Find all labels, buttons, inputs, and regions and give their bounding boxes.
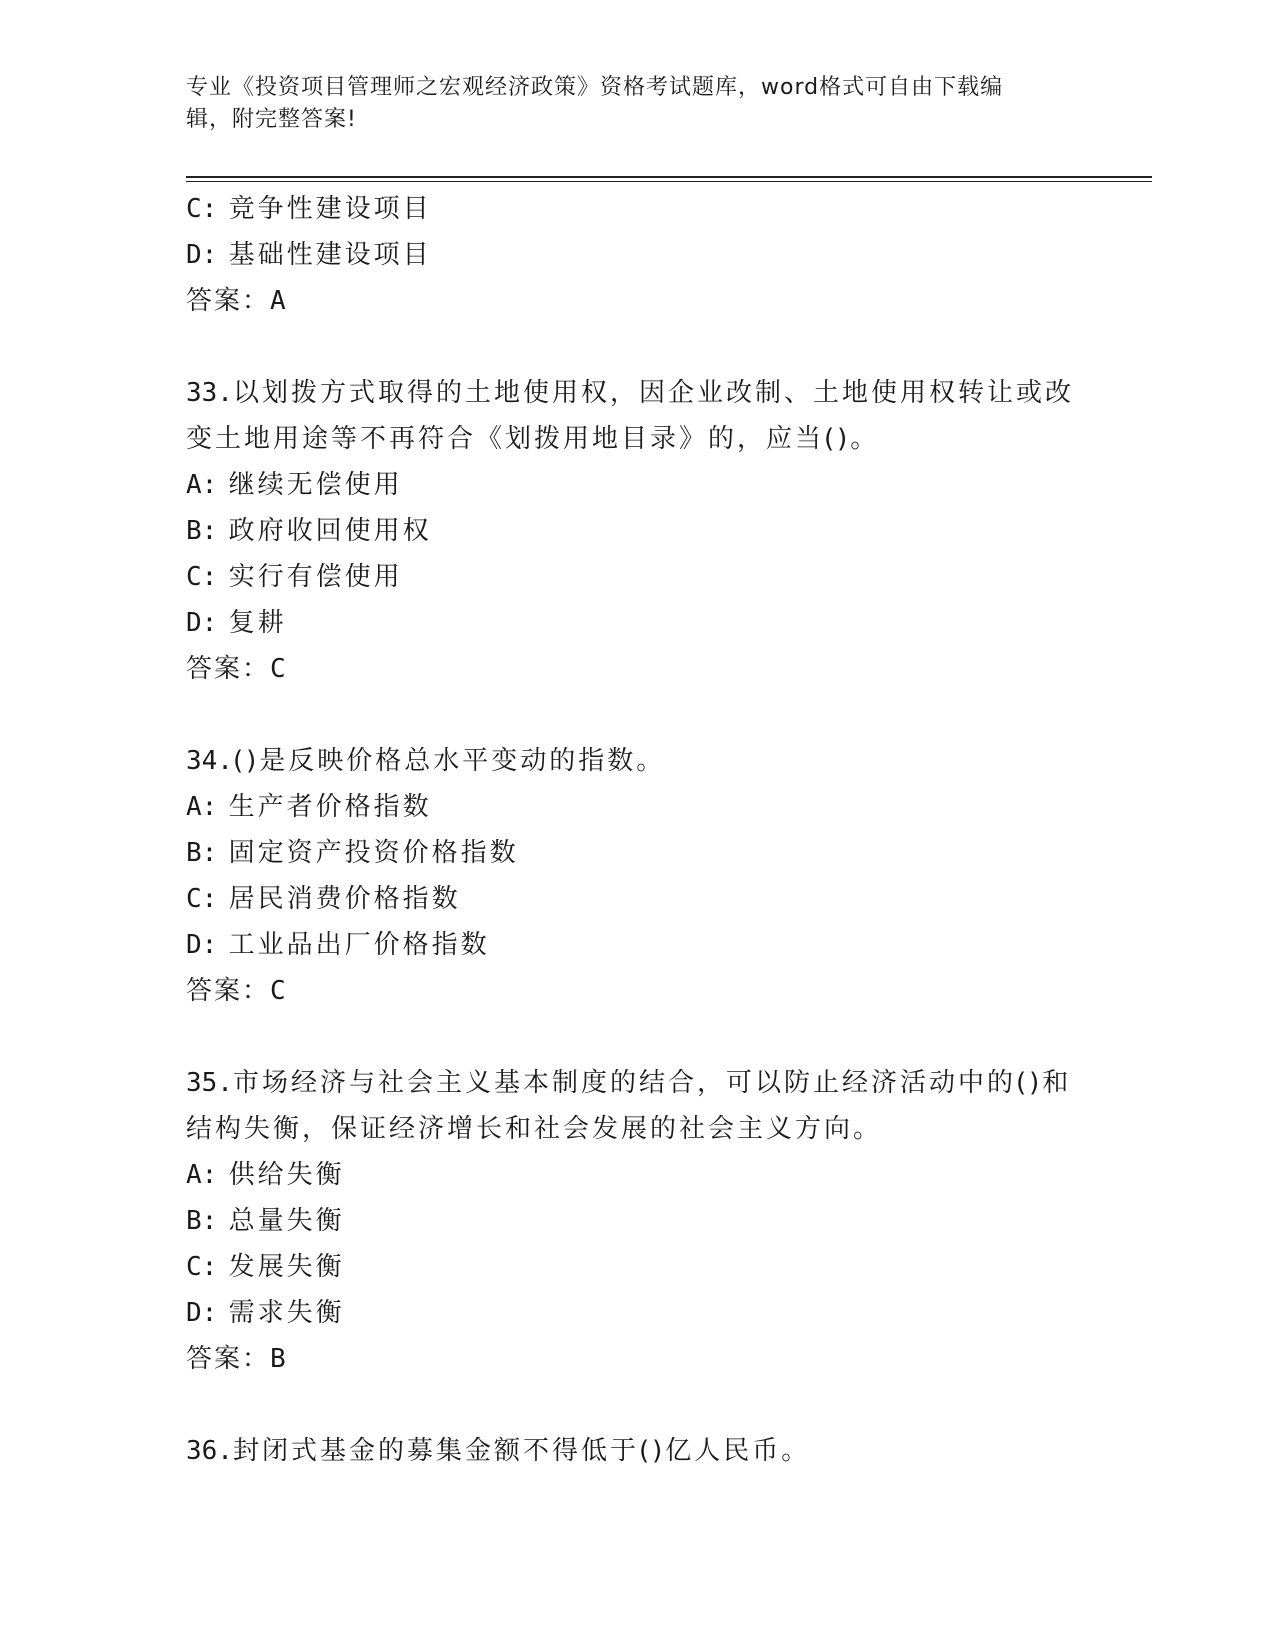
header-line-2: 辑，附完整答案! bbox=[186, 107, 357, 132]
option-line bbox=[186, 784, 1086, 830]
option-prefix: C: bbox=[186, 884, 218, 914]
option-prefix: D: bbox=[186, 1298, 218, 1328]
answer-label: 答案： bbox=[186, 1344, 271, 1374]
answer-line bbox=[186, 646, 1086, 692]
spacer bbox=[186, 1382, 1086, 1428]
question-stem-line bbox=[186, 370, 1086, 416]
header-divider-thin bbox=[186, 181, 1152, 182]
option-line bbox=[186, 554, 1086, 600]
question-stem-line bbox=[186, 1060, 1086, 1106]
option-line bbox=[186, 1244, 1086, 1290]
option-prefix: B: bbox=[186, 1206, 218, 1236]
question-text: 市场经济与社会主义基本制度的结合，可以防止经济活动中的()和 bbox=[232, 1068, 1072, 1098]
option-line bbox=[186, 1152, 1086, 1198]
spacer bbox=[186, 1014, 1086, 1060]
question-number: 35. bbox=[186, 1068, 233, 1098]
option-text: 需求失衡 bbox=[228, 1298, 345, 1328]
document-header bbox=[186, 72, 1066, 136]
option-text: 固定资产投资价格指数 bbox=[228, 838, 519, 868]
answer-value: B bbox=[270, 1344, 288, 1374]
option-text: 继续无偿使用 bbox=[228, 470, 403, 500]
answer-value: C bbox=[270, 976, 288, 1006]
option-text: 总量失衡 bbox=[228, 1206, 345, 1236]
option-line bbox=[186, 508, 1086, 554]
option-prefix: B: bbox=[186, 838, 218, 868]
question-number: 36. bbox=[186, 1436, 233, 1466]
header-line-1: 专业《投资项目管理师之宏观经济政策》资格考试题库，word格式可自由下载编 bbox=[186, 75, 1004, 100]
option-prefix: A: bbox=[186, 792, 218, 822]
option-line bbox=[186, 922, 1086, 968]
option-prefix: C: bbox=[186, 562, 218, 592]
header-divider-thick bbox=[186, 176, 1152, 178]
option-text: 居民消费价格指数 bbox=[228, 884, 461, 914]
continued-question bbox=[186, 186, 1086, 324]
question-text: ()是反映价格总水平变动的指数。 bbox=[232, 746, 666, 776]
question-text: 变土地用途等不再符合《划拨用地目录》的，应当()。 bbox=[186, 424, 880, 454]
answer-value: A bbox=[270, 286, 288, 316]
option-prefix: A: bbox=[186, 1160, 218, 1190]
answer-line bbox=[186, 1336, 1086, 1382]
spacer bbox=[186, 324, 1086, 370]
option-text: 复耕 bbox=[228, 608, 287, 638]
option-line bbox=[186, 600, 1086, 646]
question-number: 34. bbox=[186, 746, 233, 776]
option-prefix: D: bbox=[186, 608, 218, 638]
question-36 bbox=[186, 1428, 1086, 1474]
option-line bbox=[186, 186, 1086, 232]
option-text: 政府收回使用权 bbox=[228, 516, 432, 546]
answer-label: 答案： bbox=[186, 654, 271, 684]
option-prefix: A: bbox=[186, 470, 218, 500]
question-stem-line bbox=[186, 1106, 1086, 1152]
option-line bbox=[186, 1198, 1086, 1244]
question-35 bbox=[186, 1060, 1086, 1382]
question-list bbox=[186, 186, 1086, 1474]
option-line bbox=[186, 462, 1086, 508]
answer-label: 答案： bbox=[186, 976, 271, 1006]
question-number: 33. bbox=[186, 378, 233, 408]
option-line bbox=[186, 876, 1086, 922]
option-prefix: C: bbox=[186, 1252, 218, 1282]
option-text: 基础性建设项目 bbox=[228, 240, 432, 270]
option-text: 实行有偿使用 bbox=[228, 562, 403, 592]
option-line bbox=[186, 830, 1086, 876]
option-text: 生产者价格指数 bbox=[228, 792, 432, 822]
question-stem-line bbox=[186, 738, 1086, 784]
option-prefix: C: bbox=[186, 194, 218, 224]
answer-label: 答案： bbox=[186, 286, 271, 316]
option-line bbox=[186, 1290, 1086, 1336]
option-prefix: D: bbox=[186, 930, 218, 960]
question-34 bbox=[186, 738, 1086, 1014]
question-text: 结构失衡，保证经济增长和社会发展的社会主义方向。 bbox=[186, 1114, 883, 1144]
answer-value: C bbox=[270, 654, 288, 684]
spacer bbox=[186, 692, 1086, 738]
answer-line bbox=[186, 968, 1086, 1014]
option-text: 发展失衡 bbox=[228, 1252, 345, 1282]
option-prefix: B: bbox=[186, 516, 218, 546]
question-33 bbox=[186, 370, 1086, 692]
question-stem-line bbox=[186, 1428, 1086, 1474]
question-stem-line bbox=[186, 416, 1086, 462]
question-text: 封闭式基金的募集金额不得低于()亿人民币。 bbox=[232, 1436, 811, 1466]
option-text: 竞争性建设项目 bbox=[228, 194, 432, 224]
option-line bbox=[186, 232, 1086, 278]
option-text: 工业品出厂价格指数 bbox=[228, 930, 490, 960]
question-text: 以划拨方式取得的土地使用权，因企业改制、土地使用权转让或改 bbox=[232, 378, 1074, 408]
option-prefix: D: bbox=[186, 240, 218, 270]
answer-line bbox=[186, 278, 1086, 324]
option-text: 供给失衡 bbox=[228, 1160, 345, 1190]
